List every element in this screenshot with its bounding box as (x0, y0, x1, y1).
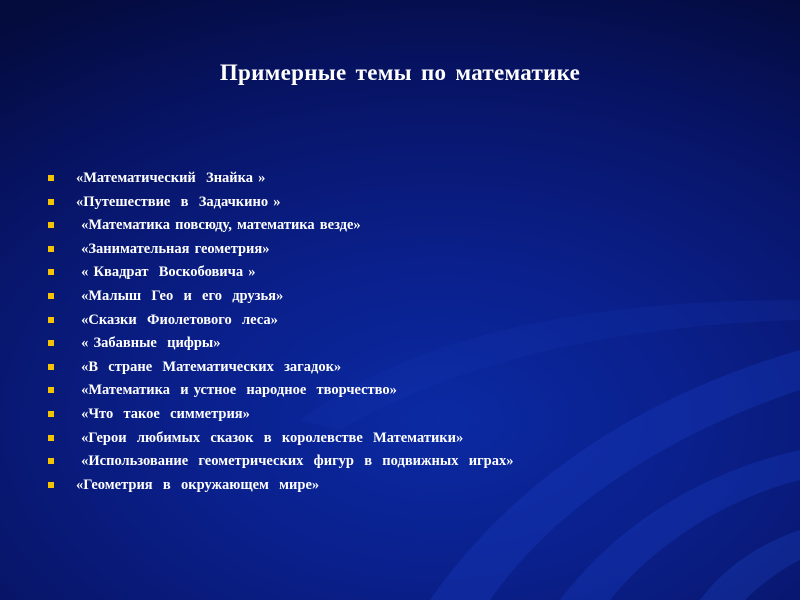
topic-text: «Герои любимых сказок в королевстве Математики» (76, 429, 464, 446)
square-bullet-icon (48, 387, 54, 393)
list-item (48, 238, 270, 262)
topic-text: « Забавные цифры» (76, 335, 221, 352)
topic-text: «Сказки Фиолетового леса» (76, 311, 278, 328)
topic-text: «Использование геометрических фигур в подвижных играх» (76, 453, 514, 470)
list-item (48, 427, 464, 451)
list-item (48, 403, 250, 427)
square-bullet-icon (48, 340, 54, 346)
square-bullet-icon (48, 317, 54, 323)
list-item (48, 285, 284, 309)
list-item (48, 450, 514, 474)
square-bullet-icon (48, 199, 54, 205)
topic-text: « Квадрат Воскобовича » (76, 264, 256, 281)
square-bullet-icon (48, 458, 54, 464)
list-item (48, 474, 320, 498)
list-item (48, 379, 397, 403)
square-bullet-icon (48, 269, 54, 275)
topic-text: «Что такое симметрия» (76, 405, 250, 422)
topic-text: «Геометрия в окружающем мире» (76, 476, 320, 493)
square-bullet-icon (48, 175, 54, 181)
topic-text: «Занимательная геометрия» (76, 240, 270, 257)
square-bullet-icon (48, 411, 54, 417)
topic-text: «Математика повсюду, математика везде» (76, 217, 361, 234)
square-bullet-icon (48, 246, 54, 252)
list-item (48, 261, 256, 285)
list-item (48, 167, 266, 191)
list-item (48, 214, 361, 238)
list-item (48, 191, 281, 215)
square-bullet-icon (48, 222, 54, 228)
topic-text: «Математика и устное народное творчество» (76, 382, 397, 399)
topic-list (48, 167, 514, 497)
square-bullet-icon (48, 435, 54, 441)
list-item (48, 356, 342, 380)
topic-text: «Путешествие в Задачкино » (76, 193, 281, 210)
list-item (48, 309, 278, 333)
square-bullet-icon (48, 482, 54, 488)
square-bullet-icon (48, 364, 54, 370)
topic-text: «Математический Знайка » (76, 170, 266, 186)
topic-text: «В стране Математических загадок» (76, 358, 342, 375)
list-item (48, 332, 221, 356)
slide-title: Примерные темы по математике (219, 60, 581, 85)
topic-text: «Малыш Гео и его друзья» (76, 287, 284, 304)
square-bullet-icon (48, 293, 54, 299)
